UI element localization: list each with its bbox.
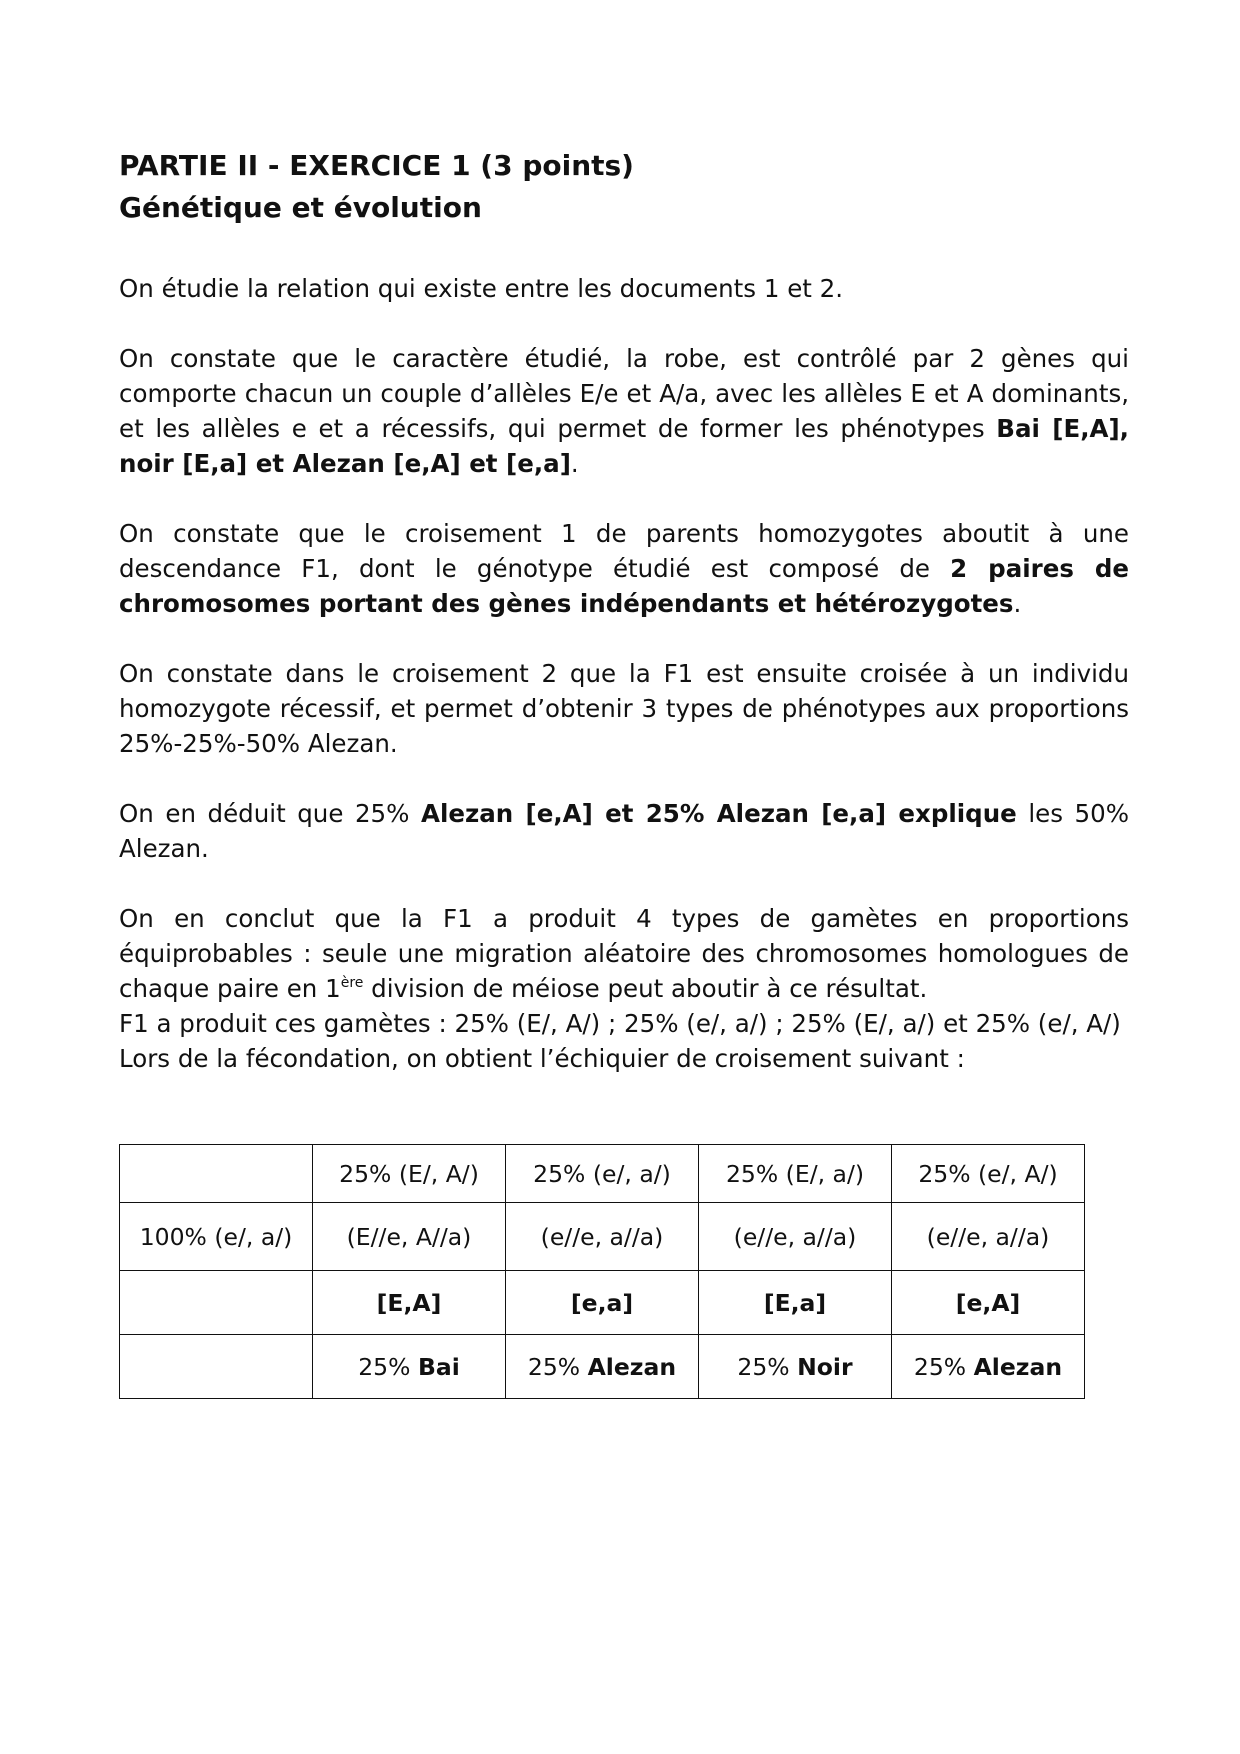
chromosomes-bold: 2 paires de chromosomes portant des gènes indépendants et hétérozygotes xyxy=(119,554,1129,618)
genotype-cell: (e//e, a//a) xyxy=(699,1203,892,1271)
table-header-cell: 25% (E/, A/) xyxy=(313,1145,506,1203)
table-row xyxy=(120,1203,1085,1271)
deduction-bold: Alezan [e,A] et 25% Alezan [e,a] explique xyxy=(421,799,1017,828)
genotype-cell: (e//e, a//a) xyxy=(892,1203,1085,1271)
table-header-cell: 25% (e/, a/) xyxy=(506,1145,699,1203)
paragraph-genes: On constate que le caractère étudié, la robe, est contrôlé par 2 gènes qui comporte chacun un couple d’allèles E/e et A/a, avec les allèles E et A dominants, et les allèles e et a récessifs, qui permet de former les phénotypes Bai [E,A], noir [E,a] et Alezan [e,A] et [e,a]. xyxy=(119,344,1129,478)
proportion-cell: 25% Noir xyxy=(699,1335,892,1399)
phenotypes-bold: Bai [E,A], noir [E,a] et Alezan [e,A] et [e,a] xyxy=(119,414,1129,478)
table-cell xyxy=(120,1271,313,1335)
proportion-cell: 25% Bai xyxy=(313,1335,506,1399)
table-row xyxy=(120,1335,1085,1399)
table-cell xyxy=(120,1145,313,1203)
phenotype-cell: [e,a] xyxy=(506,1271,699,1335)
phenotype-cell: [E,a] xyxy=(699,1271,892,1335)
crossing-table xyxy=(119,1144,1085,1399)
table-header-cell: 25% (E/, a/) xyxy=(699,1145,892,1203)
document-page xyxy=(119,145,1129,1076)
table-row xyxy=(120,1145,1085,1203)
proportion-cell: 25% Alezan xyxy=(506,1335,699,1399)
phenotype-cell: [e,A] xyxy=(892,1271,1085,1335)
proportion-cell: 25% Alezan xyxy=(892,1335,1085,1399)
paragraph-fecondation: Lors de la fécondation, on obtient l’échiquier de croisement suivant : xyxy=(119,1044,965,1073)
table-header-cell: 25% (e/, A/) xyxy=(892,1145,1085,1203)
table-cell xyxy=(120,1335,313,1399)
table-row xyxy=(120,1271,1085,1335)
genotype-cell: (E//e, A//a) xyxy=(313,1203,506,1271)
paragraph-conclusion: On en conclut que la F1 a produit 4 types de gamètes en proportions équiprobables : seule une migration aléatoire des chromosomes homologues de chaque paire en 1ère division de méiose peut aboutir à ce résultat. xyxy=(119,904,1129,1003)
paragraph-deduction: On en déduit que 25% Alezan [e,A] et 25% Alezan [e,a] explique les 50% Alezan. xyxy=(119,799,1129,863)
paragraph-gametes: F1 a produit ces gamètes : 25% (E/, A/) ; 25% (e/, a/) ; 25% (E/, a/) et 25% (e/, A/) xyxy=(119,1009,1121,1038)
paragraph-cross-1: On constate que le croisement 1 de parents homozygotes aboutit à une descendance F1, dont le génotype étudié est composé de 2 paires de chromosomes portant des gènes indépendants et hétérozygotes. xyxy=(119,519,1129,618)
genotype-cell: (e//e, a//a) xyxy=(506,1203,699,1271)
exercise-title: PARTIE II - EXERCICE 1 (3 points) xyxy=(119,149,634,182)
paragraph-cross-2: On constate dans le croisement 2 que la F1 est ensuite croisée à un individu homozygote récessif, et permet d’obtenir 3 types de phénotypes aux proportions 25%-25%-50% Alezan. xyxy=(119,659,1129,758)
paragraph-intro: On étudie la relation qui existe entre les documents 1 et 2. xyxy=(119,274,844,303)
phenotype-cell: [E,A] xyxy=(313,1271,506,1335)
table-row-label: 100% (e/, a/) xyxy=(120,1203,313,1271)
exercise-subtitle: Génétique et évolution xyxy=(119,191,482,224)
